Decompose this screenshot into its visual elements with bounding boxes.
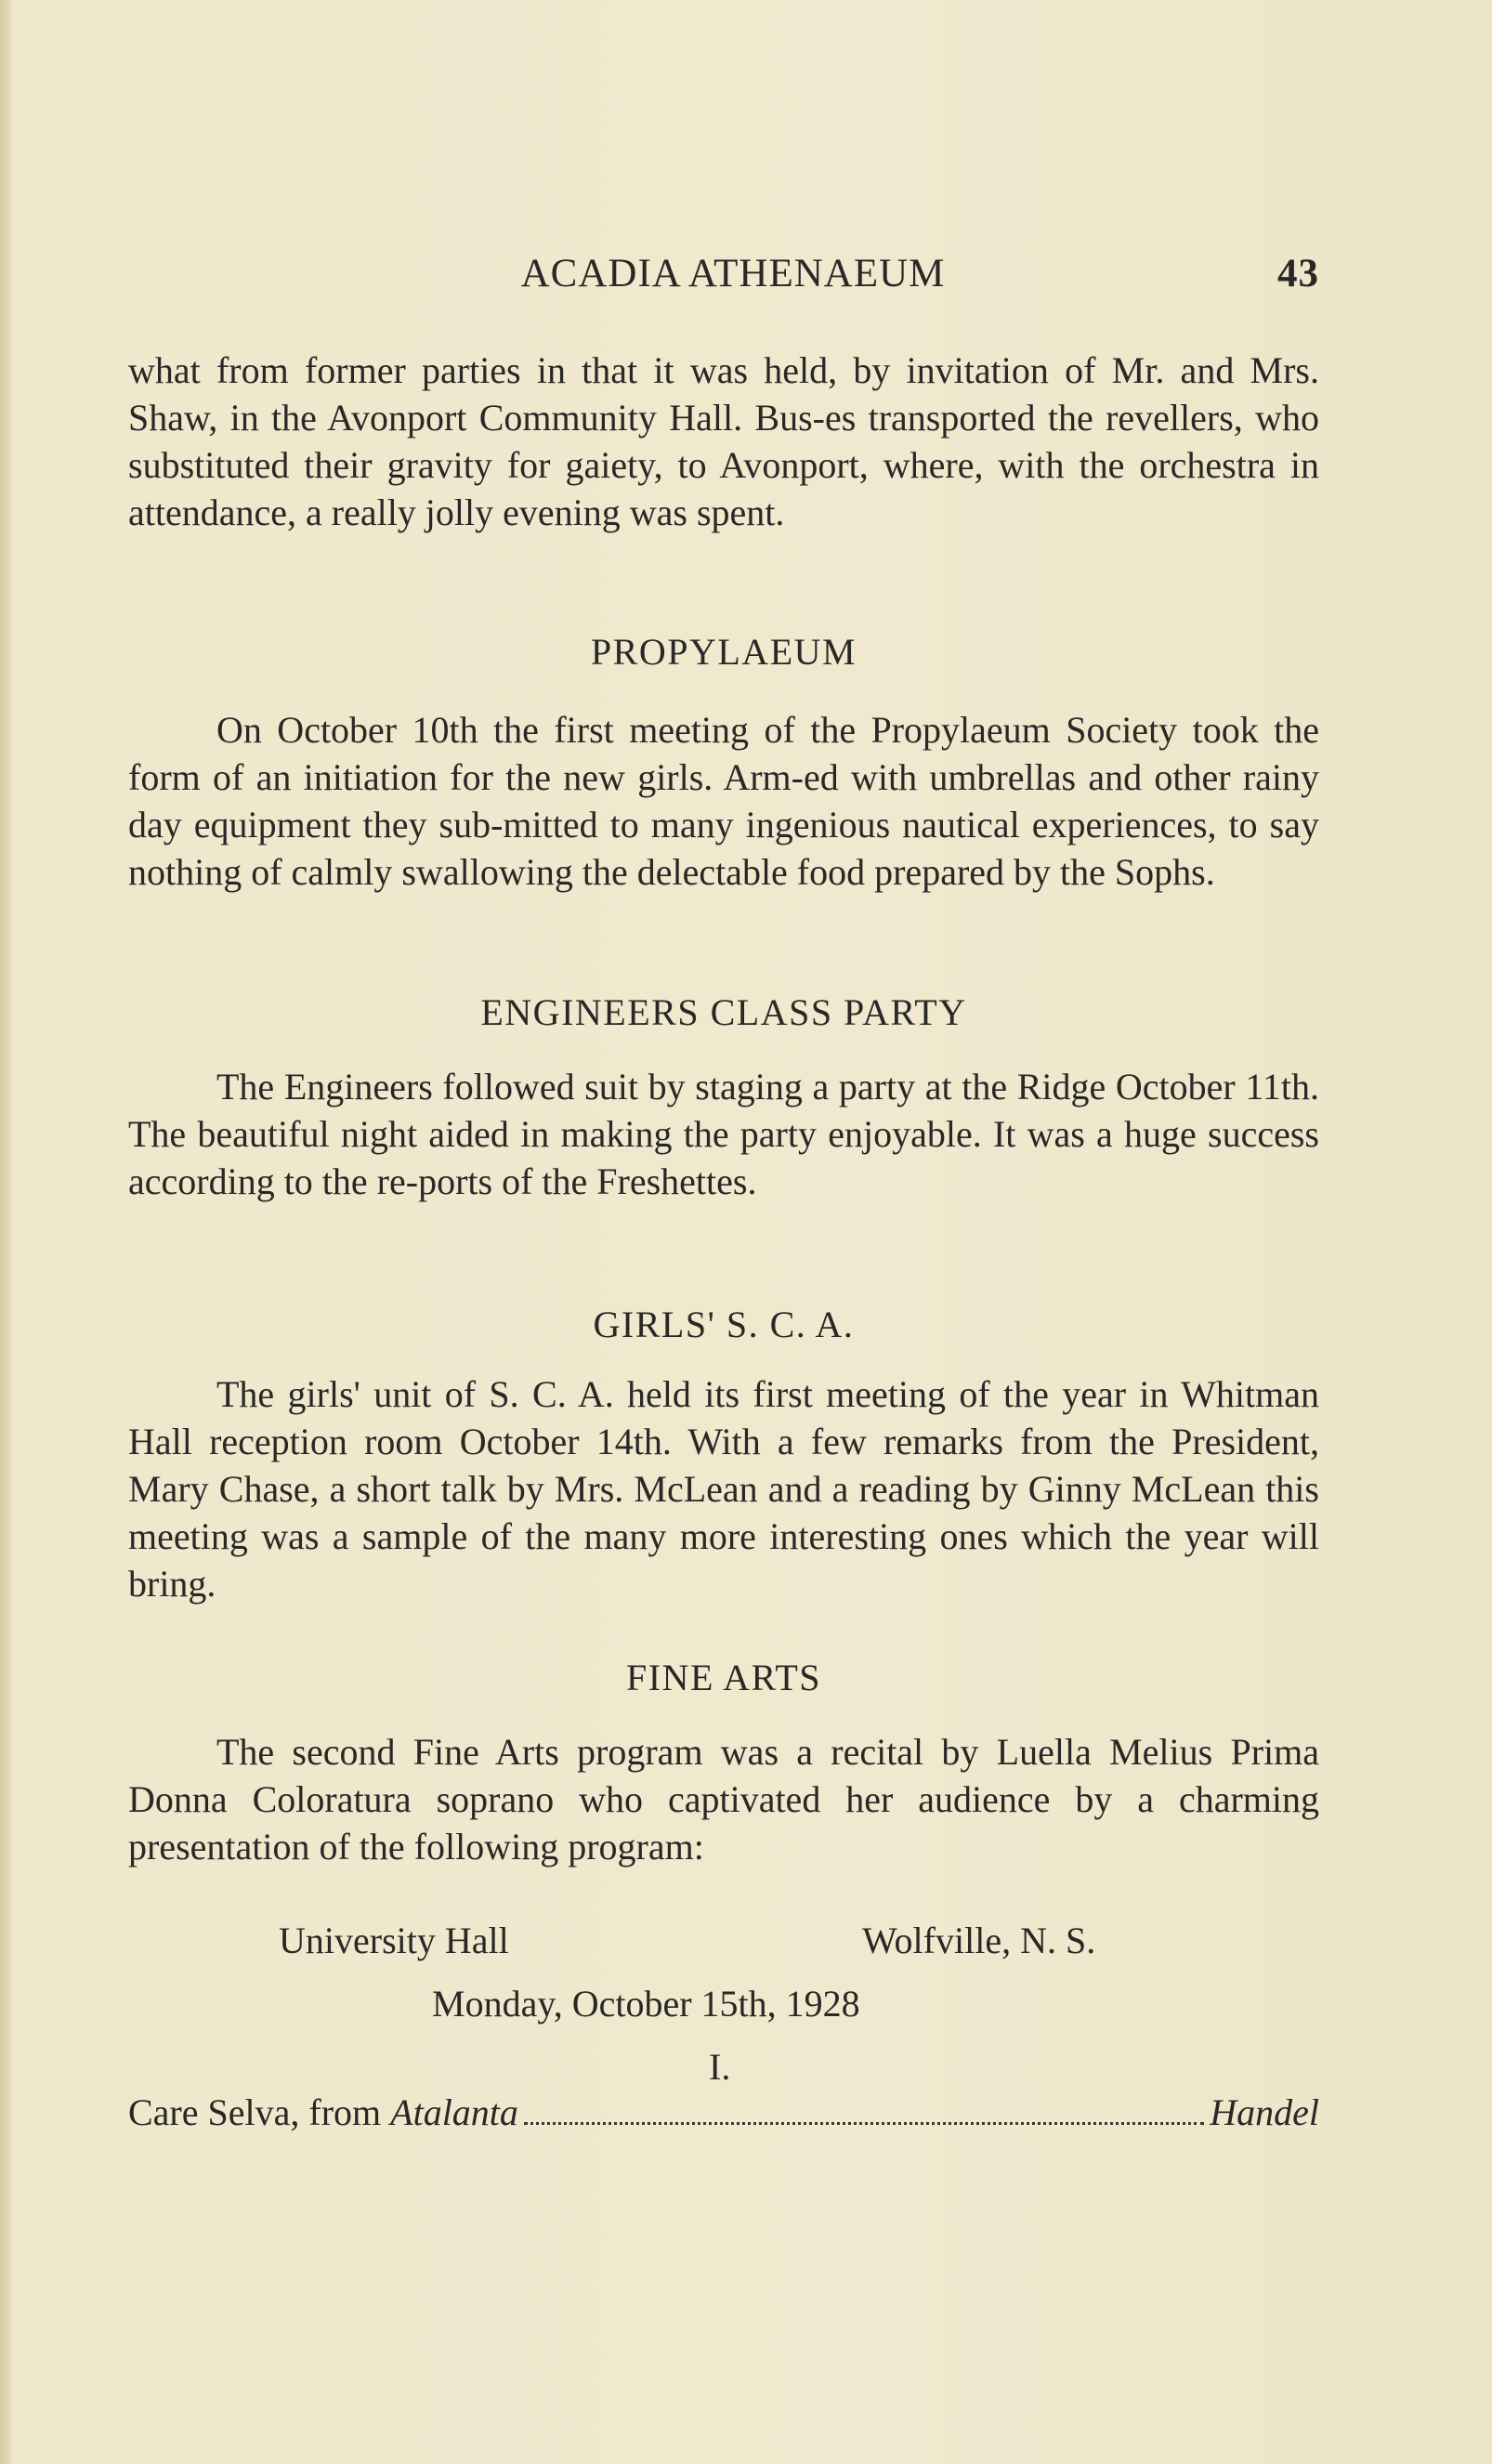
program-part-number: I.	[709, 2046, 731, 2088]
section-body-girls-sca-block	[128, 1370, 1319, 1607]
section-body-girls-sca	[128, 1370, 1319, 1607]
section-heading-engineers: ENGINEERS CLASS PARTY	[480, 991, 967, 1033]
section-heading-girls-sca: GIRLS' S. C. A.	[593, 1304, 855, 1345]
section-body-girls-sca-text: The girls' unit of S. C. A. held its first meeting of the year in Whitman Hall reception room October 14th. With a few remarks from the President, Mary Chase, a short talk by Mrs. McLean and a reading by Ginny McLean this meeting was a sample of the many more interesting ones which the year will bring.	[128, 1373, 1319, 1605]
program-item-composer: Handel	[1210, 2091, 1319, 2133]
section-body-engineers	[128, 1063, 1319, 1205]
section-heading-fine-arts: FINE ARTS	[625, 1657, 822, 1698]
dot-leader	[524, 2122, 1204, 2125]
page-number: 43	[1277, 252, 1319, 295]
journal-title: ACADIA ATHENAEUM	[520, 252, 946, 295]
intro-paragraph-block	[128, 347, 1319, 536]
section-body-fine-arts	[128, 1728, 1319, 1870]
section-body-propylaeum	[128, 706, 1319, 896]
program-item-work: Atalanta	[390, 2091, 518, 2133]
program-town: Wolfville, N. S.	[862, 1920, 1096, 1961]
program-venue: University Hall	[279, 1920, 509, 1961]
program-item-prefix: Care Selva, from	[128, 2091, 391, 2133]
section-body-engineers-text: The Engineers followed suit by staging a party at the Ridge October 11th. The beautiful night aided in making the party enjoyable. It was a huge success according to the re-ports of the Freshettes.	[128, 1066, 1319, 1202]
running-head	[128, 251, 1319, 307]
program-date: Monday, October 15th, 1928	[432, 1983, 860, 2025]
section-body-fine-arts-text: The second Fine Arts program was a recital by Luella Melius Prima Donna Coloratura soprano who captivated her audience by a charming presentation of the following program:	[128, 1731, 1319, 1868]
intro-paragraph: what from former parties in that it was held, by invitation of Mr. and Mrs. Shaw, in the Avonport Community Hall. Bus-es transported the revellers, who substituted their gravity for gaiety, to Avonport, where, with the orchestra in attendance, a really jolly evening was spent.	[128, 349, 1319, 533]
program-item-line	[128, 2090, 1319, 2134]
program-item-title	[128, 2090, 518, 2134]
section-body-engineers-block	[128, 1063, 1319, 1205]
section-body-fine-arts-block	[128, 1728, 1319, 1870]
section-body-propylaeum-text: On October 10th the first meeting of the Propylaeum Society took the form of an initiation for the new girls. Arm-ed with umbrellas and other rainy day equipment they sub-mitted to many ingenious nautical experiences, to say nothing of calmly swallowing the delectable food prepared by the Sophs.	[128, 709, 1319, 893]
page-edge-shadow	[0, 0, 13, 2464]
section-heading-propylaeum: PROPYLAEUM	[590, 631, 857, 673]
section-body-propylaeum-block	[128, 706, 1319, 896]
